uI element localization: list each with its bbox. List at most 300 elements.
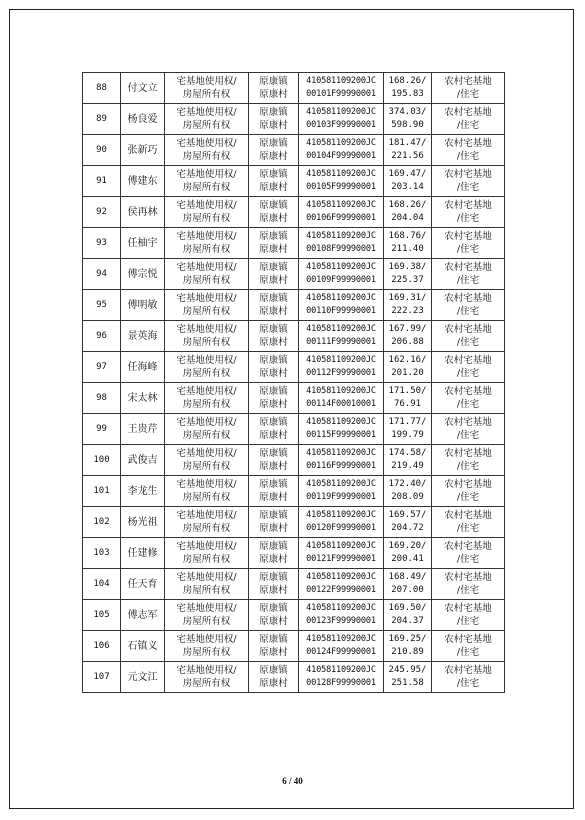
usage-line: 农村宅基地 — [444, 355, 492, 366]
unit-code-cell — [299, 166, 384, 197]
unit-code-line: 00122F99990001 — [306, 585, 376, 595]
location-line: 原康村 — [259, 182, 288, 193]
unit-code-line: 00105F99990001 — [306, 182, 376, 192]
right-type-cell — [165, 228, 249, 259]
table-row — [83, 104, 505, 135]
area-cell — [384, 600, 432, 631]
area-line: 206.88 — [391, 337, 424, 347]
usage-line: 农村宅基地 — [444, 293, 492, 304]
unit-code-line: 410581109200JC — [306, 200, 376, 210]
unit-code-line: 410581109200JC — [306, 76, 376, 86]
owner-name-cell: 任天育 — [121, 569, 165, 600]
unit-code-line: 00114F00010001 — [306, 399, 376, 409]
owner-name-cell: 任海峰 — [121, 352, 165, 383]
location-line: 原康镇 — [259, 324, 288, 335]
area-line: 225.37 — [391, 275, 424, 285]
unit-code-line: 410581109200JC — [306, 324, 376, 334]
area-cell — [384, 569, 432, 600]
area-line: 168.26/ — [388, 76, 427, 86]
area-cell — [384, 476, 432, 507]
location-cell — [249, 476, 299, 507]
usage-cell — [432, 662, 505, 693]
usage-cell — [432, 445, 505, 476]
right-type-line: 宅基地使用权/ — [176, 324, 237, 335]
location-line: 原康镇 — [259, 417, 288, 428]
location-line: 原康镇 — [259, 200, 288, 211]
owner-name-cell: 宋太林 — [121, 383, 165, 414]
location-line: 原康镇 — [259, 603, 288, 614]
unit-code-line: 00124F99990001 — [306, 647, 376, 657]
unit-code-line: 00116F99990001 — [306, 461, 376, 471]
unit-code-line: 00120F99990001 — [306, 523, 376, 533]
right-type-cell — [165, 569, 249, 600]
area-line: 201.20 — [391, 368, 424, 378]
owner-name-cell: 张新巧 — [121, 135, 165, 166]
right-type-cell — [165, 104, 249, 135]
area-line: 168.49/ — [388, 572, 427, 582]
area-line: 598.90 — [391, 120, 424, 130]
area-line: 195.83 — [391, 89, 424, 99]
location-line: 原康村 — [259, 120, 288, 131]
row-number-cell: 97 — [83, 352, 121, 383]
area-line: 222.23 — [391, 306, 424, 316]
location-line: 原康镇 — [259, 138, 288, 149]
location-line: 原康镇 — [259, 76, 288, 87]
location-line: 原康镇 — [259, 355, 288, 366]
unit-code-cell — [299, 600, 384, 631]
location-cell — [249, 507, 299, 538]
location-line: 原康村 — [259, 523, 288, 534]
location-cell — [249, 321, 299, 352]
owner-name-cell: 元文江 — [121, 662, 165, 693]
unit-code-line: 00111F99990001 — [306, 337, 376, 347]
row-number-cell: 96 — [83, 321, 121, 352]
row-number-cell: 100 — [83, 445, 121, 476]
area-line: 374.03/ — [388, 107, 427, 117]
area-line: 162.16/ — [388, 355, 427, 365]
right-type-cell — [165, 600, 249, 631]
usage-line: 农村宅基地 — [444, 200, 492, 211]
usage-line: 农村宅基地 — [444, 386, 492, 397]
unit-code-line: 410581109200JC — [306, 107, 376, 117]
table-row — [83, 228, 505, 259]
area-line: 219.49 — [391, 461, 424, 471]
row-number-cell: 92 — [83, 197, 121, 228]
usage-line: /住宅 — [456, 430, 480, 441]
location-cell — [249, 290, 299, 321]
usage-line: /住宅 — [456, 368, 480, 379]
row-number-cell: 88 — [83, 73, 121, 104]
area-cell — [384, 135, 432, 166]
usage-cell — [432, 352, 505, 383]
row-number-cell: 93 — [83, 228, 121, 259]
right-type-cell — [165, 73, 249, 104]
row-number-cell: 103 — [83, 538, 121, 569]
unit-code-cell — [299, 352, 384, 383]
usage-line: /住宅 — [456, 151, 480, 162]
right-type-line: 房屋所有权 — [182, 337, 231, 348]
usage-line: 农村宅基地 — [444, 76, 492, 87]
table-row — [83, 321, 505, 352]
unit-code-line: 00104F99990001 — [306, 151, 376, 161]
area-cell — [384, 321, 432, 352]
usage-cell — [432, 73, 505, 104]
table-row — [83, 290, 505, 321]
owner-name-cell: 傅建东 — [121, 166, 165, 197]
right-type-line: 宅基地使用权/ — [176, 169, 237, 180]
area-cell — [384, 538, 432, 569]
right-type-cell — [165, 383, 249, 414]
location-line: 原康镇 — [259, 293, 288, 304]
table-row — [83, 445, 505, 476]
table-row — [83, 135, 505, 166]
usage-line: 农村宅基地 — [444, 138, 492, 149]
usage-line: /住宅 — [456, 461, 480, 472]
area-line: 203.14 — [391, 182, 424, 192]
usage-line: /住宅 — [456, 399, 480, 410]
unit-code-line: 00123F99990001 — [306, 616, 376, 626]
location-cell — [249, 228, 299, 259]
unit-code-line: 00103F99990001 — [306, 120, 376, 130]
unit-code-cell — [299, 414, 384, 445]
location-line: 原康镇 — [259, 169, 288, 180]
usage-line: /住宅 — [456, 678, 480, 689]
location-line: 原康镇 — [259, 634, 288, 645]
right-type-line: 宅基地使用权/ — [176, 231, 237, 242]
row-number-cell: 107 — [83, 662, 121, 693]
right-type-line: 宅基地使用权/ — [176, 603, 237, 614]
unit-code-line: 410581109200JC — [306, 293, 376, 303]
usage-line: 农村宅基地 — [444, 169, 492, 180]
location-cell — [249, 538, 299, 569]
location-cell — [249, 104, 299, 135]
right-type-line: 宅基地使用权/ — [176, 572, 237, 583]
table-row — [83, 662, 505, 693]
right-type-line: 房屋所有权 — [182, 523, 231, 534]
usage-line: 农村宅基地 — [444, 541, 492, 552]
area-line: 169.57/ — [388, 510, 427, 520]
area-cell — [384, 228, 432, 259]
row-number-cell: 99 — [83, 414, 121, 445]
right-type-cell — [165, 321, 249, 352]
records-table-body — [83, 73, 505, 693]
usage-line: /住宅 — [456, 89, 480, 100]
right-type-line: 房屋所有权 — [182, 244, 231, 255]
usage-line: /住宅 — [456, 213, 480, 224]
right-type-line: 房屋所有权 — [182, 213, 231, 224]
location-line: 原康镇 — [259, 448, 288, 459]
area-line: 168.26/ — [388, 200, 427, 210]
area-cell — [384, 414, 432, 445]
unit-code-line: 410581109200JC — [306, 169, 376, 179]
row-number-cell: 102 — [83, 507, 121, 538]
unit-code-line: 00101F99990001 — [306, 89, 376, 99]
right-type-cell — [165, 445, 249, 476]
location-cell — [249, 662, 299, 693]
usage-line: /住宅 — [456, 647, 480, 658]
table-row — [83, 538, 505, 569]
right-type-cell — [165, 662, 249, 693]
unit-code-line: 410581109200JC — [306, 510, 376, 520]
row-number-cell: 95 — [83, 290, 121, 321]
unit-code-cell — [299, 197, 384, 228]
area-line: 169.20/ — [388, 541, 427, 551]
right-type-line: 宅基地使用权/ — [176, 541, 237, 552]
usage-cell — [432, 259, 505, 290]
usage-line: /住宅 — [456, 585, 480, 596]
right-type-line: 房屋所有权 — [182, 554, 231, 565]
owner-name-cell: 付文立 — [121, 73, 165, 104]
right-type-cell — [165, 259, 249, 290]
right-type-line: 宅基地使用权/ — [176, 448, 237, 459]
usage-line: 农村宅基地 — [444, 107, 492, 118]
usage-cell — [432, 290, 505, 321]
unit-code-line: 410581109200JC — [306, 572, 376, 582]
area-line: 200.41 — [391, 554, 424, 564]
location-line: 原康村 — [259, 213, 288, 224]
usage-line: 农村宅基地 — [444, 324, 492, 335]
table-row — [83, 352, 505, 383]
area-line: 172.40/ — [388, 479, 427, 489]
usage-cell — [432, 228, 505, 259]
right-type-line: 宅基地使用权/ — [176, 200, 237, 211]
right-type-cell — [165, 476, 249, 507]
area-cell — [384, 352, 432, 383]
unit-code-line: 410581109200JC — [306, 262, 376, 272]
location-cell — [249, 259, 299, 290]
area-line: 204.04 — [391, 213, 424, 223]
right-type-line: 房屋所有权 — [182, 368, 231, 379]
unit-code-line: 00110F99990001 — [306, 306, 376, 316]
area-line: 181.47/ — [388, 138, 427, 148]
owner-name-cell: 杨良爱 — [121, 104, 165, 135]
usage-line: 农村宅基地 — [444, 634, 492, 645]
unit-code-line: 00119F99990001 — [306, 492, 376, 502]
usage-line: 农村宅基地 — [444, 448, 492, 459]
unit-code-cell — [299, 383, 384, 414]
row-number-cell: 90 — [83, 135, 121, 166]
table-row — [83, 507, 505, 538]
area-cell — [384, 445, 432, 476]
unit-code-line: 00121F99990001 — [306, 554, 376, 564]
usage-line: /住宅 — [456, 182, 480, 193]
usage-line: 农村宅基地 — [444, 572, 492, 583]
location-line: 原康镇 — [259, 231, 288, 242]
unit-code-cell — [299, 104, 384, 135]
right-type-line: 宅基地使用权/ — [176, 665, 237, 676]
right-type-cell — [165, 631, 249, 662]
area-line: 207.00 — [391, 585, 424, 595]
owner-name-cell: 侯再林 — [121, 197, 165, 228]
right-type-line: 宅基地使用权/ — [176, 76, 237, 87]
area-line: 208.09 — [391, 492, 424, 502]
right-type-line: 房屋所有权 — [182, 616, 231, 627]
right-type-line: 宅基地使用权/ — [176, 386, 237, 397]
location-cell — [249, 414, 299, 445]
unit-code-line: 410581109200JC — [306, 479, 376, 489]
area-line: 171.50/ — [388, 386, 427, 396]
usage-line: 农村宅基地 — [444, 231, 492, 242]
location-line: 原康镇 — [259, 386, 288, 397]
table-row — [83, 569, 505, 600]
area-cell — [384, 507, 432, 538]
usage-line: /住宅 — [456, 492, 480, 503]
owner-name-cell: 任建修 — [121, 538, 165, 569]
area-line: 221.56 — [391, 151, 424, 161]
unit-code-cell — [299, 662, 384, 693]
usage-cell — [432, 135, 505, 166]
right-type-cell — [165, 290, 249, 321]
right-type-line: 房屋所有权 — [182, 647, 231, 658]
location-line: 原康镇 — [259, 479, 288, 490]
table-row — [83, 73, 505, 104]
right-type-cell — [165, 538, 249, 569]
location-line: 原康镇 — [259, 541, 288, 552]
right-type-line: 宅基地使用权/ — [176, 355, 237, 366]
location-line: 原康村 — [259, 554, 288, 565]
location-cell — [249, 383, 299, 414]
unit-code-line: 410581109200JC — [306, 448, 376, 458]
right-type-cell — [165, 414, 249, 445]
location-cell — [249, 600, 299, 631]
right-type-line: 房屋所有权 — [182, 89, 231, 100]
unit-code-line: 00128F99990001 — [306, 678, 376, 688]
area-line: 211.40 — [391, 244, 424, 254]
unit-code-cell — [299, 445, 384, 476]
usage-line: 农村宅基地 — [444, 262, 492, 273]
area-line: 199.79 — [391, 430, 424, 440]
location-cell — [249, 166, 299, 197]
location-line: 原康村 — [259, 306, 288, 317]
unit-code-line: 410581109200JC — [306, 634, 376, 644]
unit-code-cell — [299, 73, 384, 104]
area-cell — [384, 290, 432, 321]
usage-line: /住宅 — [456, 554, 480, 565]
right-type-line: 房屋所有权 — [182, 182, 231, 193]
area-line: 251.58 — [391, 678, 424, 688]
location-cell — [249, 73, 299, 104]
unit-code-cell — [299, 631, 384, 662]
location-line: 原康村 — [259, 492, 288, 503]
location-line: 原康镇 — [259, 107, 288, 118]
location-line: 原康村 — [259, 244, 288, 255]
row-number-cell: 105 — [83, 600, 121, 631]
location-line: 原康村 — [259, 151, 288, 162]
location-line: 原康村 — [259, 430, 288, 441]
usage-line: /住宅 — [456, 616, 480, 627]
location-cell — [249, 445, 299, 476]
owner-name-cell: 傅明敏 — [121, 290, 165, 321]
area-cell — [384, 631, 432, 662]
usage-line: /住宅 — [456, 306, 480, 317]
area-line: 169.47/ — [388, 169, 427, 179]
right-type-line: 宅基地使用权/ — [176, 634, 237, 645]
table-row — [83, 259, 505, 290]
right-type-line: 宅基地使用权/ — [176, 510, 237, 521]
owner-name-cell: 李龙生 — [121, 476, 165, 507]
location-line: 原康村 — [259, 368, 288, 379]
area-line: 204.72 — [391, 523, 424, 533]
location-line: 原康村 — [259, 275, 288, 286]
usage-line: /住宅 — [456, 337, 480, 348]
location-line: 原康镇 — [259, 665, 288, 676]
usage-line: 农村宅基地 — [444, 510, 492, 521]
right-type-line: 房屋所有权 — [182, 306, 231, 317]
owner-name-cell: 王贵芹 — [121, 414, 165, 445]
usage-line: /住宅 — [456, 275, 480, 286]
unit-code-line: 410581109200JC — [306, 541, 376, 551]
area-line: 169.50/ — [388, 603, 427, 613]
right-type-line: 房屋所有权 — [182, 678, 231, 689]
usage-cell — [432, 631, 505, 662]
area-line: 169.31/ — [388, 293, 427, 303]
unit-code-line: 410581109200JC — [306, 231, 376, 241]
table-row — [83, 414, 505, 445]
usage-cell — [432, 538, 505, 569]
location-line: 原康镇 — [259, 572, 288, 583]
area-cell — [384, 166, 432, 197]
location-cell — [249, 569, 299, 600]
table-row — [83, 166, 505, 197]
area-cell — [384, 104, 432, 135]
location-line: 原康村 — [259, 89, 288, 100]
location-cell — [249, 197, 299, 228]
unit-code-line: 410581109200JC — [306, 665, 376, 675]
row-number-cell: 104 — [83, 569, 121, 600]
row-number-cell: 94 — [83, 259, 121, 290]
right-type-line: 房屋所有权 — [182, 275, 231, 286]
unit-code-line: 410581109200JC — [306, 417, 376, 427]
usage-cell — [432, 507, 505, 538]
unit-code-cell — [299, 228, 384, 259]
owner-name-cell: 杨光祖 — [121, 507, 165, 538]
row-number-cell: 98 — [83, 383, 121, 414]
right-type-line: 宅基地使用权/ — [176, 107, 237, 118]
right-type-line: 房屋所有权 — [182, 461, 231, 472]
unit-code-cell — [299, 538, 384, 569]
location-cell — [249, 631, 299, 662]
area-cell — [384, 662, 432, 693]
usage-line: 农村宅基地 — [444, 417, 492, 428]
usage-cell — [432, 104, 505, 135]
right-type-cell — [165, 197, 249, 228]
location-cell — [249, 135, 299, 166]
area-line: 167.99/ — [388, 324, 427, 334]
right-type-cell — [165, 166, 249, 197]
unit-code-line: 410581109200JC — [306, 386, 376, 396]
area-line: 204.37 — [391, 616, 424, 626]
table-row — [83, 476, 505, 507]
location-line: 原康镇 — [259, 510, 288, 521]
area-line: 171.77/ — [388, 417, 427, 427]
unit-code-cell — [299, 259, 384, 290]
page-number: 6 / 40 — [282, 776, 303, 786]
unit-code-cell — [299, 321, 384, 352]
row-number-cell: 106 — [83, 631, 121, 662]
table-row — [83, 383, 505, 414]
usage-line: 农村宅基地 — [444, 665, 492, 676]
right-type-cell — [165, 507, 249, 538]
right-type-line: 房屋所有权 — [182, 492, 231, 503]
unit-code-cell — [299, 135, 384, 166]
location-line: 原康镇 — [259, 262, 288, 273]
row-number-cell: 91 — [83, 166, 121, 197]
area-line: 174.58/ — [388, 448, 427, 458]
right-type-line: 房屋所有权 — [182, 151, 231, 162]
location-line: 原康村 — [259, 616, 288, 627]
unit-code-line: 410581109200JC — [306, 138, 376, 148]
usage-line: 农村宅基地 — [444, 479, 492, 490]
